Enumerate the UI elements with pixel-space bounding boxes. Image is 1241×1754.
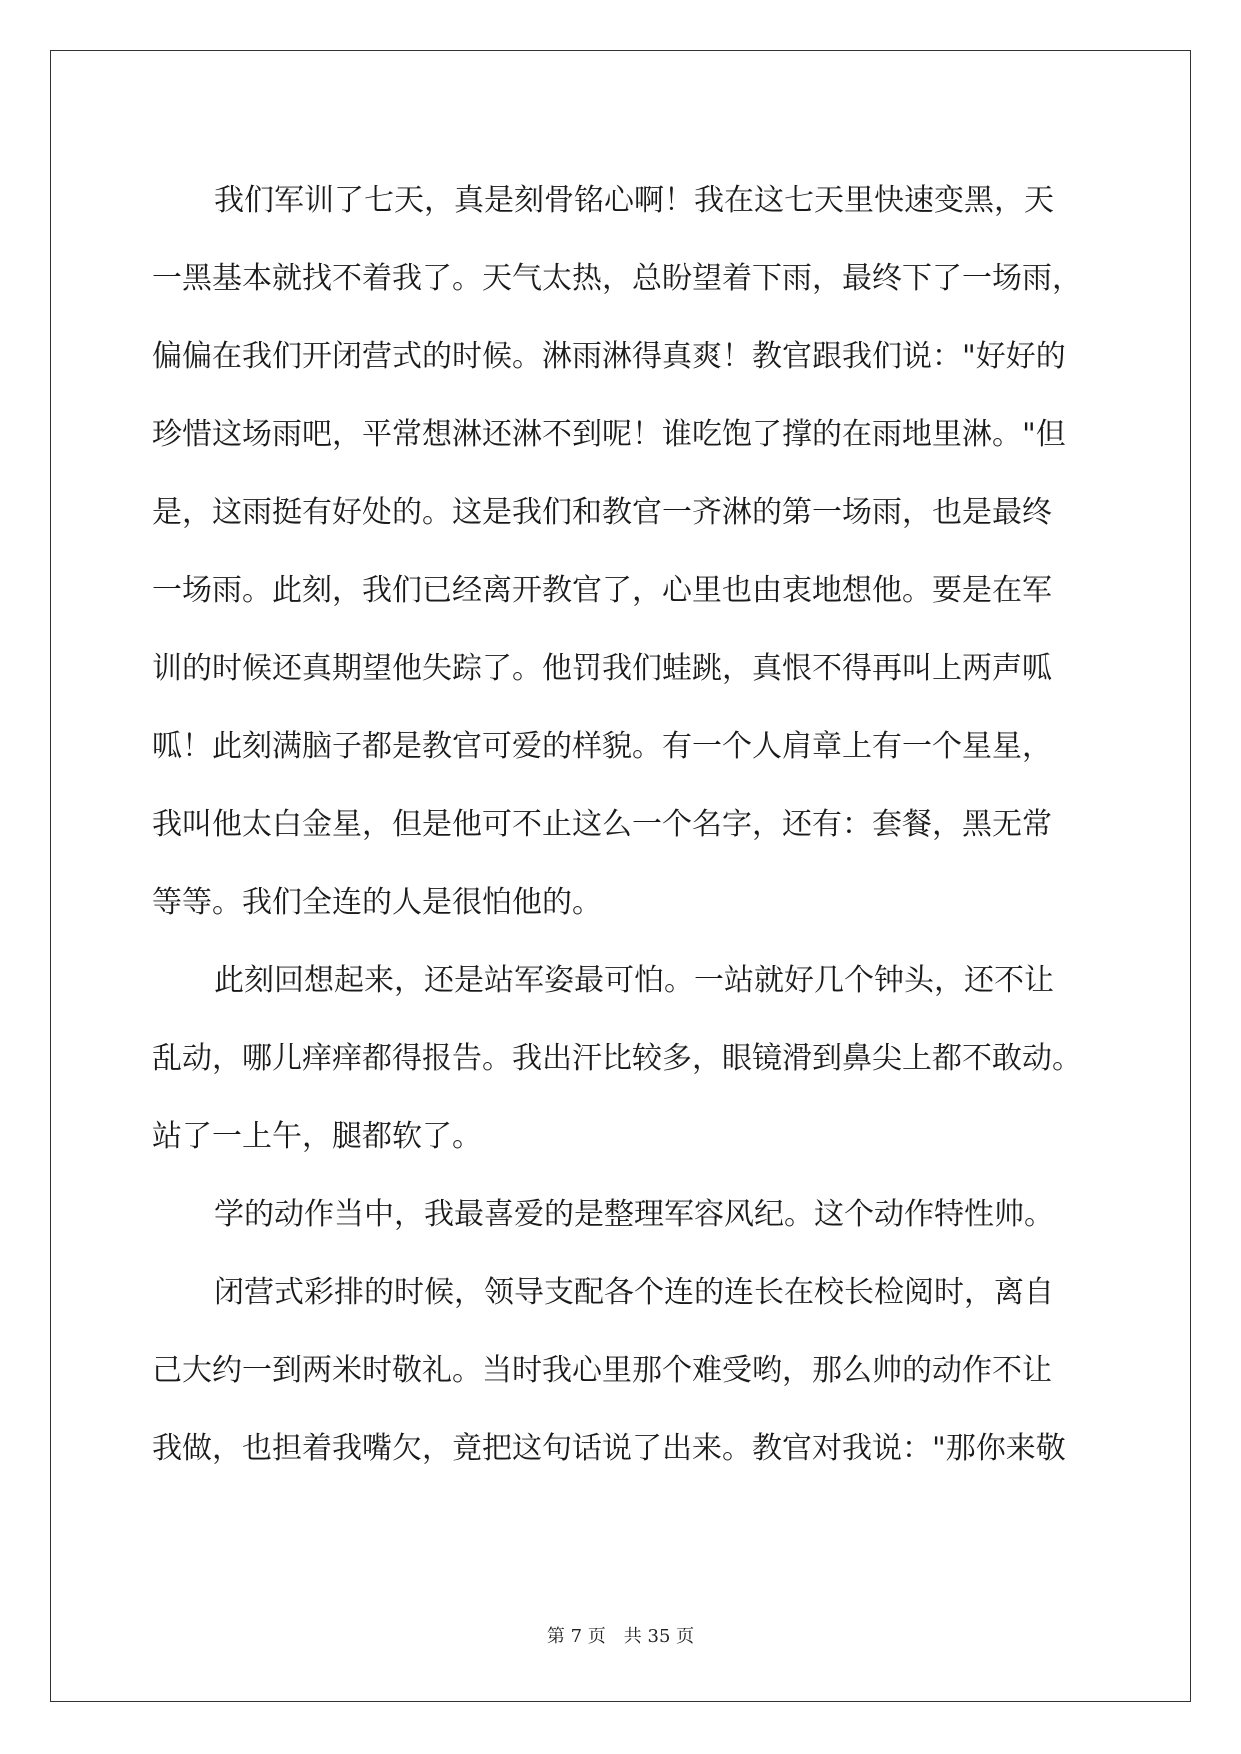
text-line: 己大约一到两米时敬礼。当时我心里那个难受哟，那么帅的动作不让 <box>152 1353 1052 1388</box>
text-line: 我叫他太白金星，但是他可不止这么一个名字，还有：套餐，黑无常 <box>152 807 1052 842</box>
text-line: 是，这雨挺有好处的。这是我们和教官一齐淋的第一场雨，也是最终 <box>152 495 1052 530</box>
text-line: 偏偏在我们开闭营式的时候。淋雨淋得真爽！教官跟我们说："好好的 <box>152 339 1066 374</box>
text-line: 训的时候还真期望他失踪了。他罚我们蛙跳，真恨不得再叫上两声呱 <box>152 651 1052 686</box>
text-line: 闭营式彩排的时候，领导支配各个连的连长在校长检阅时，离自 <box>214 1275 1054 1310</box>
page-number-footer: 第 7 页 共 35 页 <box>546 1626 695 1647</box>
document-body <box>152 162 1092 1488</box>
text-line: 等等。我们全连的人是很怕他的。 <box>152 885 602 920</box>
text-line: 学的动作当中，我最喜爱的是整理军容风纪。这个动作特性帅。 <box>214 1197 1054 1232</box>
text-line: 我们军训了七天，真是刻骨铭心啊！我在这七天里快速变黑，天 <box>214 183 1054 218</box>
text-line: 此刻回想起来，还是站军姿最可怕。一站就好几个钟头，还不让 <box>214 963 1054 998</box>
text-line: 站了一上午，腿都软了。 <box>152 1119 482 1154</box>
text-line: 一场雨。此刻，我们已经离开教官了，心里也由衷地想他。要是在军 <box>152 573 1052 608</box>
text-line: 呱！此刻满脑子都是教官可爱的样貌。有一个人肩章上有一个星星， <box>152 729 1052 764</box>
text-line: 一黑基本就找不着我了。天气太热，总盼望着下雨，最终下了一场雨， <box>152 261 1082 296</box>
text-line: 我做，也担着我嘴欠，竟把这句话说了出来。教官对我说："那你来敬 <box>152 1431 1066 1466</box>
text-line: 珍惜这场雨吧，平常想淋还淋不到呢！谁吃饱了撑的在雨地里淋。"但 <box>152 417 1066 452</box>
text-line: 乱动，哪儿痒痒都得报告。我出汗比较多，眼镜滑到鼻尖上都不敢动。 <box>152 1041 1082 1076</box>
